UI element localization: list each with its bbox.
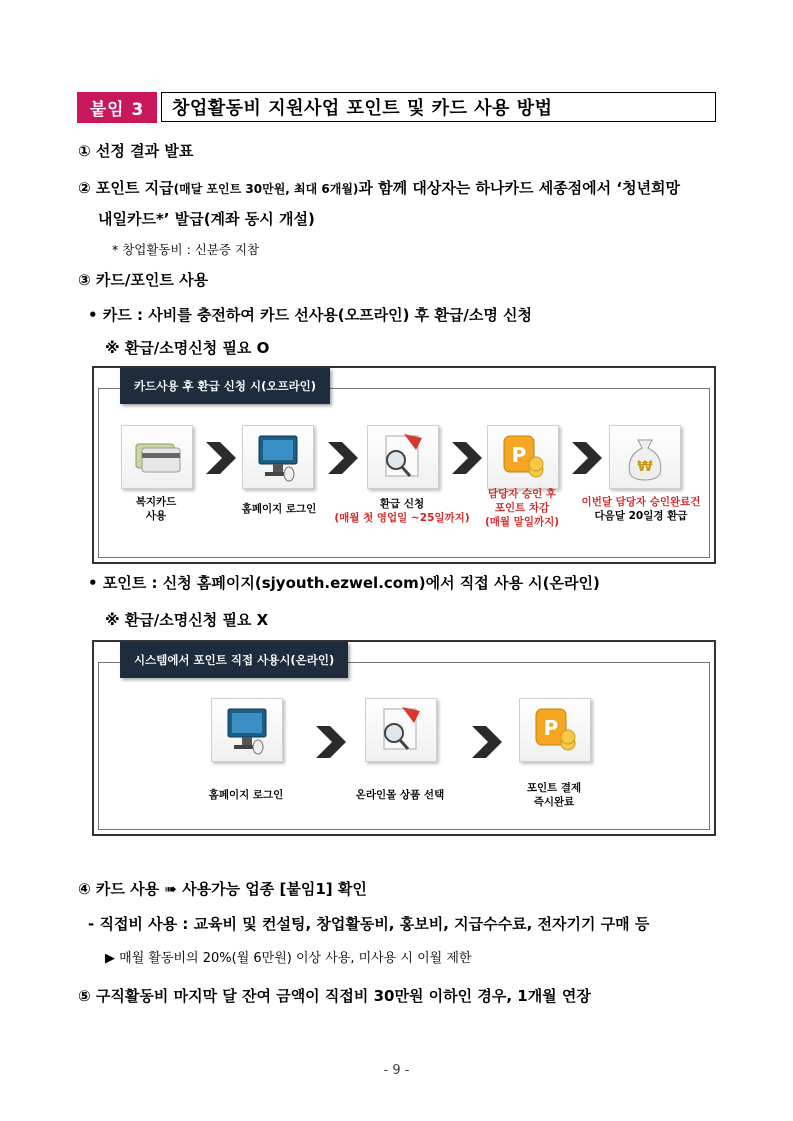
offline-step-3-text — [332, 497, 472, 525]
step-line: 홈페이지 로그인 — [241, 503, 317, 515]
page-number: - 9 - — [383, 1063, 410, 1078]
online-step-1-text — [196, 788, 296, 802]
chevron-right-icon — [202, 438, 238, 478]
item-2-line2: 내일카드*’ 발급(계좌 동시 개설) — [98, 210, 315, 228]
chevron-right-icon — [324, 438, 360, 478]
chevron-right-icon — [468, 722, 504, 762]
item-5: ⑤ 구직활동비 마지막 달 잔여 금액이 직접비 30만원 이하인 경우, 1개월 연장 — [78, 987, 591, 1005]
svg-text:P: P — [511, 443, 527, 467]
step-line: (매월 첫 영업일 ~25일까지) — [334, 512, 470, 524]
step-line: 온라인몰 상품 선택 — [355, 789, 445, 801]
step-line: 포인트 결제 — [526, 782, 582, 794]
item-4: ④ 카드 사용 ➠ 사용가능 업종 [붙임1] 확인 — [78, 880, 367, 898]
step-line: 복지카드 — [135, 496, 177, 508]
offline-process-label: 카드사용 후 환급 신청 시(오프라인) — [120, 368, 330, 404]
item-4-dash: - 직접비 사용 : 교육비 및 컨설팅, 창업활동비, 홍보비, 지급수수료, 전자기기 구매 등 — [88, 915, 650, 933]
chevron-right-icon — [312, 722, 348, 762]
chevron-right-icon — [568, 438, 604, 478]
online-step-3-text — [506, 781, 602, 809]
point-requirement: ※ 환급/소명신청 필요 X — [105, 611, 269, 629]
svg-text:₩: ₩ — [637, 459, 653, 475]
step-line: (매월 말일까지) — [484, 516, 560, 528]
step-line: 이번달 담당자 승인완료건 — [581, 496, 701, 508]
step-line: 사용 — [145, 510, 167, 522]
item-2-pre: ② 포인트 지급 — [78, 179, 174, 197]
offline-process-box — [92, 366, 716, 564]
document-search-icon — [367, 425, 439, 489]
svg-text:P: P — [543, 716, 559, 740]
chevron-right-icon — [448, 438, 484, 478]
item-2-line1 — [78, 177, 680, 198]
online-process-label: 시스템에서 포인트 직접 사용시(온라인) — [120, 642, 348, 678]
item-4-note: ▶ 매월 활동비의 20%(월 6만원) 이상 사용, 미사용 시 이월 제한 — [105, 951, 472, 966]
attachment-tag: 붙임 3 — [77, 92, 157, 123]
card-bullet: • 카드 : 사비를 충전하여 카드 선사용(오프라인) 후 환급/소명 신청 — [88, 306, 533, 324]
offline-step-2-text — [234, 502, 324, 516]
point-coin-icon — [519, 698, 591, 762]
point-coin-icon — [487, 425, 559, 489]
document-search-icon — [365, 698, 437, 762]
item-2-note: * 창업활동비 : 신분증 지참 — [112, 242, 260, 257]
step-line: 홈페이지 로그인 — [208, 789, 284, 801]
offline-step-1-text — [116, 495, 196, 523]
monitor-login-icon — [242, 425, 314, 489]
online-process-box — [92, 640, 716, 836]
step-line: 포인트 차감 — [494, 502, 550, 514]
step-line: 담당자 승인 후 — [487, 488, 557, 500]
card-requirement: ※ 환급/소명신청 필요 O — [105, 339, 270, 357]
money-bag-icon — [609, 425, 681, 489]
item-2-post: 과 함께 대상자는 하나카드 세종점에서 ‘청년희망 — [358, 179, 681, 197]
offline-step-5-text — [578, 495, 704, 523]
step-line: 환급 신청 — [379, 498, 425, 510]
offline-step-4-text — [474, 487, 570, 529]
page-title: 창업활동비 지원사업 포인트 및 카드 사용 방법 — [161, 92, 716, 122]
welfare-card-icon — [121, 425, 193, 489]
point-bullet: • 포인트 : 신청 홈페이지(sjyouth.ezwel.com)에서 직접 사용 시(온라인) — [88, 574, 600, 592]
item-2-small: (매달 포인트 30만원, 최대 6개월) — [173, 182, 359, 196]
step-line: 즉시완료 — [533, 796, 575, 808]
step-line: 다음달 20일경 환급 — [594, 510, 688, 522]
monitor-login-icon — [211, 698, 283, 762]
item-3: ③ 카드/포인트 사용 — [78, 271, 209, 289]
item-1: ① 선정 결과 발표 — [78, 142, 194, 160]
online-step-2-text — [344, 788, 456, 802]
